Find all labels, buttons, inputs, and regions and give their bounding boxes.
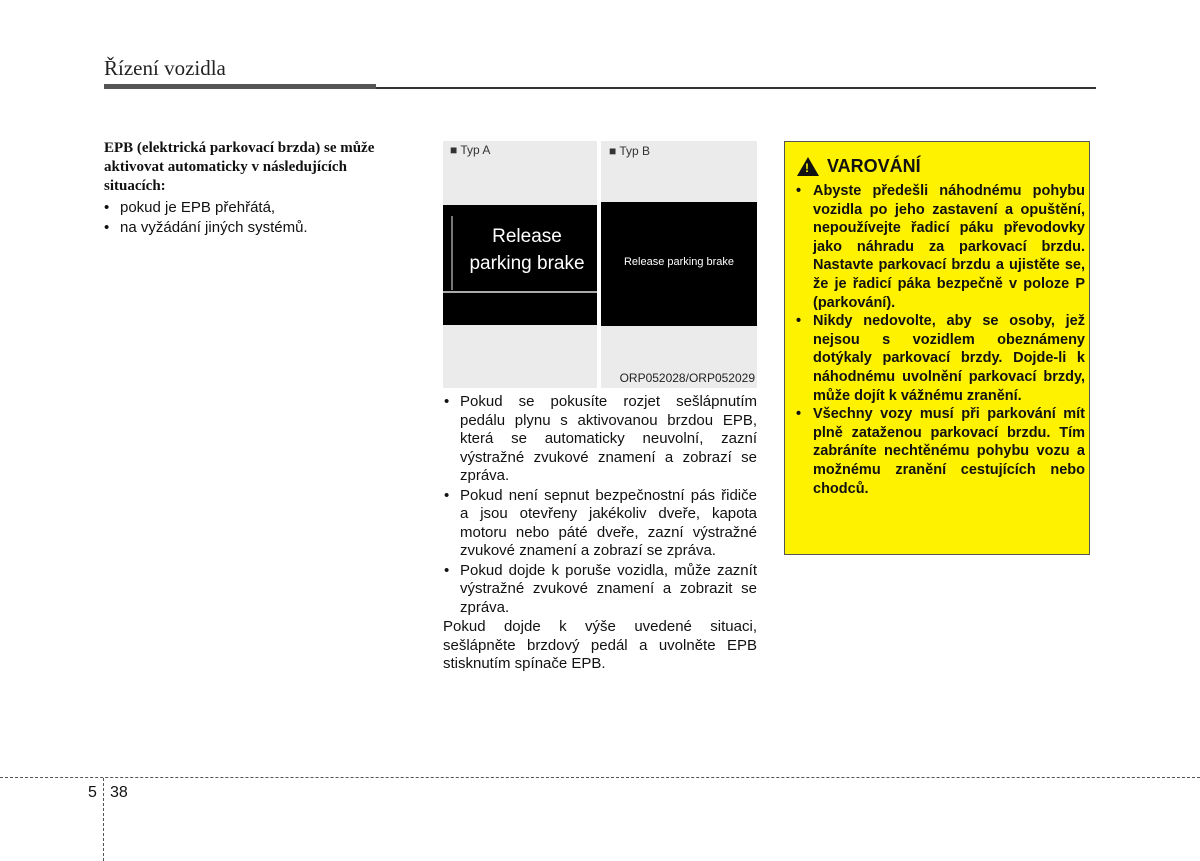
screen-divider: [443, 291, 597, 293]
footer-vertical-divider: [103, 778, 104, 861]
list-item: • Pokud není sepnut bezpečnostní pás řidiče a jsou otevřeny jakékoliv dveře, kapota motoru nebo páté dveře, zazní výstražné zvukové znamení a zobrazí se zpráva.: [443, 487, 757, 561]
type-a-screen: [443, 205, 597, 325]
list-item: • Pokud se pokusíte rozjet sešlápnutím pedálu plynu s aktivovanou brzdou EPB, která se automaticky neuvolní, zazní výstražné zvukové znamení a zobrazí se zpráva.: [443, 393, 757, 486]
warning-list: [793, 182, 1085, 498]
warning-conditions-list: [443, 393, 757, 617]
epb-lead-paragraph: EPB (elektrická parkovací brzda) se může aktivovat automaticky v následujících situacích:: [104, 140, 375, 194]
list-item: • pokud je EPB přehřátá,: [104, 198, 394, 218]
footer-divider: [0, 777, 1200, 778]
warning-header: [797, 156, 921, 177]
list-item: • Pokud dojde k poruše vozidla, může zaznít výstražné zvukové znamení a zobrazit se zpráva.: [443, 562, 757, 618]
screen-side-bar: [451, 216, 453, 290]
type-a-message: [457, 223, 597, 277]
left-column: [104, 139, 394, 238]
display-figure: [443, 141, 757, 388]
epb-situations-list: [104, 198, 394, 238]
type-a-label: ■ Typ A: [450, 143, 491, 157]
list-item: • na vyžádání jiných systémů.: [104, 218, 394, 238]
header-rule-thick: [104, 84, 376, 89]
middle-column: [443, 393, 757, 674]
warning-box: [784, 141, 1090, 555]
figure-code: ORP052028/ORP052029: [619, 371, 755, 385]
type-a-message-line1: Release: [492, 226, 562, 247]
chapter-number: 5: [88, 784, 97, 801]
type-a-message-line2: parking brake: [469, 253, 585, 274]
type-b-screen: [601, 202, 757, 326]
type-b-label: ■ Typ B: [609, 144, 651, 158]
page-title: Řízení vozidla: [104, 56, 226, 80]
figure-panel-type-b: [601, 141, 757, 388]
list-item: • Všechny vozy musí při parkování mít plně zataženou parkovací brzdu. Tím zabráníte nechtěnému pohybu vozu a možnému zranění cestujících nebo chodců.: [793, 405, 1085, 498]
header-rule-thin: [376, 87, 1096, 89]
closing-paragraph: Pokud dojde k výše uvedené situaci, sešlápněte brzdový pedál a uvolněte EPB stisknutím spínače EPB.: [443, 618, 757, 672]
type-b-message: Release parking brake: [623, 256, 735, 268]
figure-panel-type-a: [443, 141, 597, 388]
list-item: • Abyste předešli náhodnému pohybu vozidla po jeho zastavení a opuštění, nepoužívejte řadicí páku převodovky jako náhradu za parkovací brzdu. Nastavte parkovací brzdu a ujistěte se, že je řadicí páka bezpečně v poloze P (parkování).: [793, 182, 1085, 312]
warning-triangle-icon: !: [797, 157, 819, 176]
list-item: • Nikdy nedovolte, aby se osoby, jež nejsou s vozidlem obeznámeny dotýkaly parkovací brzdy. Dojde-li k náhodnému uvolnění parkovací brzdy, může dojít k vážnému zranění.: [793, 312, 1085, 405]
warning-title: VAROVÁNÍ: [827, 156, 921, 176]
page-number: 38: [110, 784, 128, 801]
